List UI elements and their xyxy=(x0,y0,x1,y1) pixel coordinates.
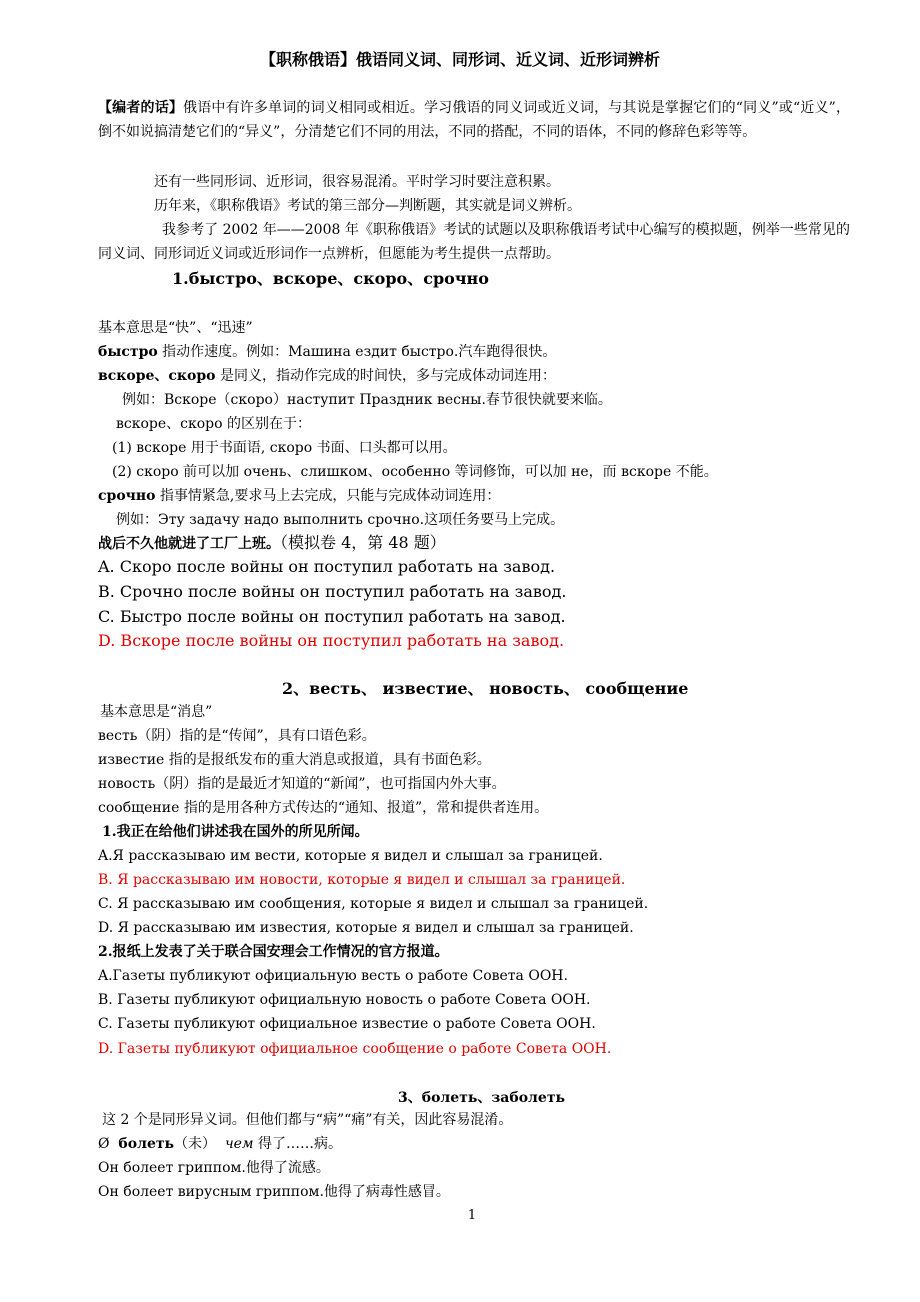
s2-line: известие 指的是报纸发布的重大消息或报道，具有书面色彩。 xyxy=(98,752,491,768)
s1-option-b: B. Срочно после войны он поступил работать на завод. xyxy=(98,582,567,601)
s1-line: срочно 指事情紧急,要求马上去完成，只能与完成体动词连用： xyxy=(98,488,501,504)
section-3-heading: 3、болеть、заболеть xyxy=(398,1090,566,1106)
s1-option-c: C. Быстро после войны он поступил работать на завод. xyxy=(98,607,566,626)
s1-line: (1) вскоре 用于书面语, скоро 书面、口头都可以用。 xyxy=(112,440,457,456)
s1-option-d-answer: D. Вскоре после войны он поступил работать на завод. xyxy=(98,631,565,650)
s1-line: быстро 指动作速度。例如：Машина ездит быстро.汽车跑得很快。 xyxy=(98,344,557,360)
s2-line: 基本意思是“消息” xyxy=(100,704,213,720)
s1-line: 例如：Вскоре（скоро）наступит Праздник весны.春节很快就要来临。 xyxy=(122,392,612,408)
s2-question-1: 1.我正在给他们讲述我在国外的所见所闻。 xyxy=(102,824,369,840)
intro-line-2: 还有一些同形词、近形词，很容易混淆。平时学习时要注意积累。 xyxy=(154,174,560,190)
section-2-heading: 2、весть、 известие、 новость、 сообщение xyxy=(282,679,689,698)
s2-q2-option-a: A.Газеты публикуют официальную весть о работе Совета ООН. xyxy=(98,968,568,984)
s1-question: 战后不久他就进了工厂上班。（模拟卷 4，第 48 题） xyxy=(98,533,446,552)
s2-q1-option-b-answer: B. Я рассказываю им новости, которые я видел и слышал за границей. xyxy=(98,872,626,888)
s3-line: 这 2 个是同形异义词。但他们都与“病”“痛”有关，因此容易混淆。 xyxy=(102,1112,513,1128)
s2-q1-option-c: C. Я рассказываю им сообщения, которые я видел и слышал за границей. xyxy=(98,896,649,912)
page-number: 1 xyxy=(467,1208,477,1223)
s1-line: 例如：Эту задачу надо выполнить срочно.这项任务要马上完成。 xyxy=(116,512,565,528)
s3-line: Он болеет вирусным гриппом.他得了病毒性感冒。 xyxy=(98,1184,450,1200)
intro-label: 【编者的话】 xyxy=(98,100,184,116)
s1-line: вскоре、скоро 是同义，指动作完成的时间快，多与完成体动词连用： xyxy=(98,368,556,384)
s3-line: Ø болеть（未） чем 得了……病。 xyxy=(98,1136,342,1152)
s3-line: Он болеет гриппом.他得了流感。 xyxy=(98,1160,330,1176)
intro-line-3: 历年来，《职称俄语》考试的第三部分—判断题，其实就是词义辨析。 xyxy=(154,198,581,214)
s2-line: весть（阴）指的是“传闻”，具有口语色彩。 xyxy=(98,728,376,744)
s1-line: 基本意思是“快”、“迅速” xyxy=(98,320,253,336)
s1-line: вскоре、скоро 的区别在于： xyxy=(116,416,312,432)
s2-q1-option-a: A.Я рассказываю им вести, которые я видел и слышал за границей. xyxy=(98,848,603,864)
section-1-heading: 1.быстро、вскоре、скоро、срочно xyxy=(172,269,489,288)
s2-q2-option-c: C. Газеты публикуют официальное известие о работе Совета ООН. xyxy=(98,1016,596,1032)
s2-q2-option-b: B. Газеты публикуют официальную новость о работе Совета ООН. xyxy=(98,992,591,1008)
s2-line: новость（阴）指的是最近才知道的“新闻”，也可指国内外大事。 xyxy=(98,776,506,792)
s2-line: сообщение 指的是用各种方式传达的“通知、报道”，常和提供者连用。 xyxy=(98,800,549,816)
intro-paragraph-4: 我参考了 2002 年——2008 年《职称俄语》考试的试题以及职称俄语考试中心编写的模拟题，例举一些常见的同义词、同形词近义词或近形词作一点辨析，但愿能为考生提供一点帮助。 xyxy=(98,222,850,262)
bullet-icon: Ø xyxy=(98,1136,110,1152)
s2-q2-option-d-answer: D. Газеты публикуют официальное сообщение о работе Совета ООН. xyxy=(98,1041,612,1057)
s2-q1-option-d: D. Я рассказываю им известия, которые я видел и слышал за границей. xyxy=(98,920,634,936)
intro-paragraph: 【编者的话】俄语中有许多单词的词义相同或相近。学习俄语的同义词或近义词，与其说是掌握它们的“同义”或“近义”，倒不如说搞清楚它们的“异义”，分清楚它们不同的用法，不同的搭配，不同的语体，不同的修辞色彩等等。 xyxy=(98,100,850,140)
document-title: 【职称俄语】俄语同义词、同形词、近义词、近形词辨析 xyxy=(259,50,660,69)
s1-line: (2) скоро 前可以加 очень、слишком、особенно 等词修饰，可以加 не，而 вскоре 不能。 xyxy=(112,464,718,480)
s2-question-2: 2.报纸上发表了关于联合国安理会工作情况的官方报道。 xyxy=(98,944,449,960)
s1-option-a: A. Скоро после войны он поступил работать на завод. xyxy=(98,557,556,576)
